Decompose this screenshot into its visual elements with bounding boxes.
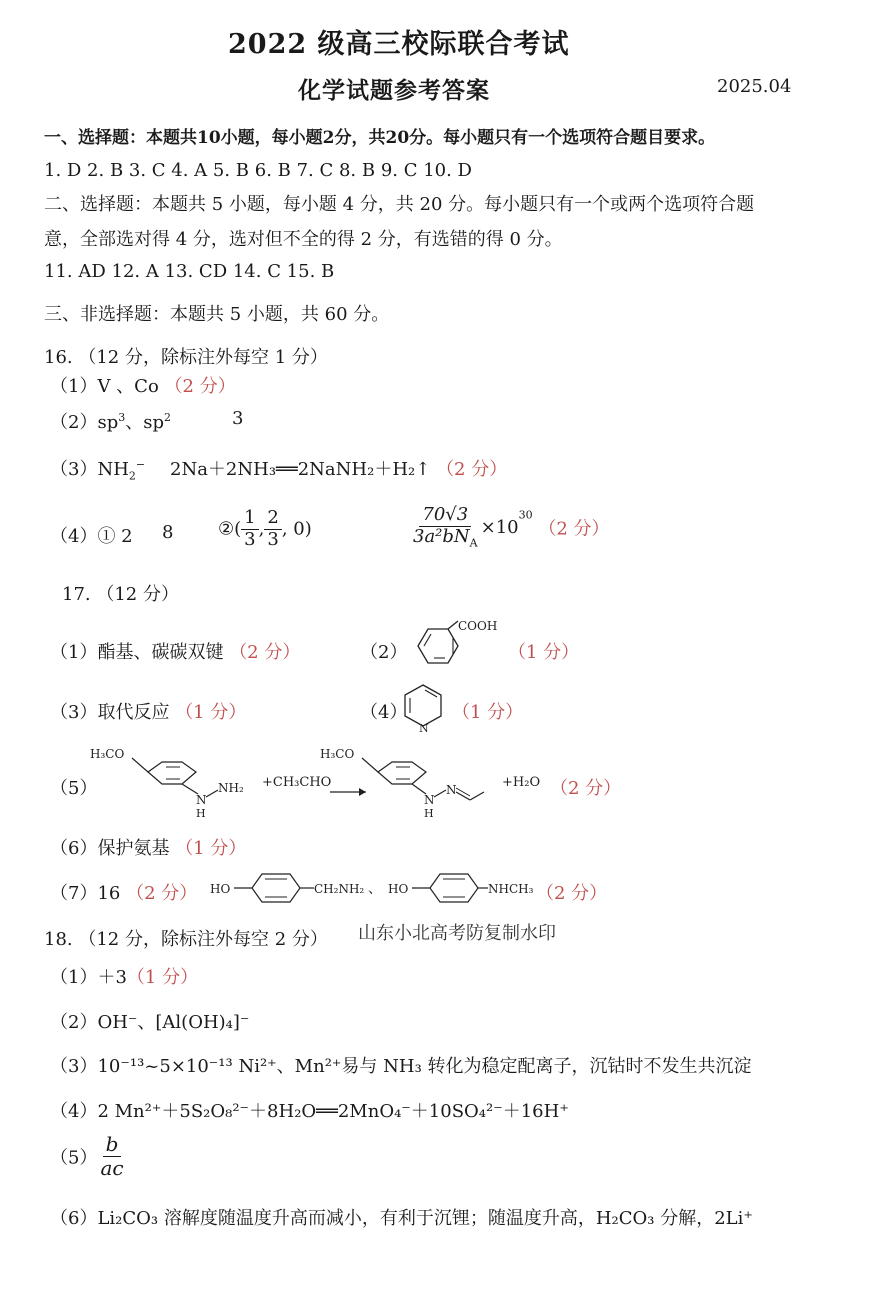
- section3-heading: 三、非选择题：本题共 5 小题，共 60 分。: [44, 304, 390, 325]
- methoxy-label-2: H₃CO: [320, 747, 355, 761]
- q17-part6-answer: （6）保护氨基: [50, 838, 170, 859]
- q17-part3-score: （1 分）: [175, 702, 247, 723]
- section1-answers: 1. D 2. B 3. C 4. A 5. B 6. B 7. C 8. B 9. C 10. D: [44, 160, 472, 181]
- q17-part2-score: （1 分）: [508, 642, 580, 663]
- q17-part3-answer: （3）取代反应: [50, 702, 170, 723]
- hydrazine-n-label: N: [196, 793, 207, 807]
- density-den-text: 3a²bN: [413, 525, 470, 547]
- q16-part4-score: （2 分）: [538, 518, 610, 540]
- frac-denominator: 3: [267, 528, 279, 550]
- q16-part2-sep: 、sp: [125, 412, 164, 433]
- q16-coord-suffix: , 0): [281, 518, 312, 540]
- hydrazone-n2-label: N: [446, 783, 457, 797]
- q16-part3-eq: 2Na＋2NH₃══2NaNH₂＋H₂↑: [170, 459, 431, 480]
- carboxyl-group-label: COOH: [458, 619, 498, 633]
- q18-part1-answer: （1）＋3: [50, 967, 127, 988]
- water-product: +H₂O: [502, 775, 541, 790]
- density-den-sub: A: [469, 536, 478, 550]
- q17-part6: [50, 834, 246, 860]
- q17-title: 17. （12 分）: [62, 584, 179, 605]
- q17-part2-label: （2）: [360, 642, 408, 663]
- section1-heading: 一、选择题：本题共10小题，每小题2分，共20分。每小题只有一个选项符合题目要求。: [44, 128, 716, 148]
- q16-density-fraction: [410, 505, 481, 550]
- hydrazone-h-label: H: [424, 807, 434, 820]
- frac-denominator: [410, 527, 481, 550]
- aminomethyl-label: CH₂NH₂: [314, 882, 365, 896]
- q16-coord-comma: ,: [258, 518, 265, 540]
- frac-denominator: 3: [244, 528, 256, 550]
- q17-part4-label: （4）: [360, 702, 408, 723]
- q16-coord-frac1: [241, 508, 258, 550]
- q16-part3-label: （3）NH: [50, 459, 129, 480]
- hydrazone-n1-label: N: [424, 793, 435, 807]
- q16-part1: [50, 372, 236, 398]
- structures-separator: 、: [368, 881, 382, 897]
- q17-part5-score: （2 分）: [550, 778, 622, 799]
- q16-density-exp: 30: [518, 508, 533, 522]
- acetaldehyde-reagent: +CH₃CHO: [262, 775, 332, 790]
- q17-part6-score: （1 分）: [175, 838, 247, 859]
- q16-part3-sub: 2: [128, 469, 136, 483]
- q17-part7: [50, 879, 197, 905]
- q17-part5-label: （5）: [50, 778, 98, 799]
- q16-coord-prefix: ②(: [218, 518, 242, 540]
- q16-part4-coordinates: [218, 508, 312, 550]
- section2-heading-line2: 意，全部选对得 4 分，选对但不全的得 2 分，有选错的得 0 分。: [44, 229, 563, 250]
- q16-part3: [50, 455, 145, 483]
- exam-title: 2022 级高三校际联合考试: [228, 29, 570, 60]
- q17-part5-reaction: [90, 742, 630, 822]
- watermark-text: 山东小北高考防复制水印: [358, 923, 556, 944]
- q16-part1-answer: （1）V 、Co: [50, 376, 159, 397]
- q18-part5: [50, 1133, 127, 1180]
- q16-part2-label: （2）: [50, 412, 98, 433]
- q18-part2: （2）OH⁻、[Al(OH)₄]⁻: [50, 1012, 250, 1033]
- q18-part1-score: （1 分）: [126, 967, 199, 988]
- q16-part4-value: 8: [162, 522, 174, 543]
- q16-part3-equation: [170, 455, 507, 481]
- q16-part1-score: （2 分）: [164, 376, 236, 397]
- q16-part2-sup-a: 3: [118, 411, 126, 424]
- frac-denominator: ac: [100, 1156, 124, 1180]
- q17-part7-score2: （2 分）: [536, 883, 608, 904]
- frac-numerator: 2: [264, 508, 281, 530]
- frac-numerator: 70√3: [419, 505, 471, 527]
- section2-answers: 11. AD 12. A 13. CD 14. C 15. B: [44, 261, 335, 282]
- pyridine-structure: [398, 680, 448, 735]
- methoxy-label-1: H₃CO: [90, 747, 125, 761]
- q18-title: 18. （12 分，除标注外每空 2 分）: [44, 929, 328, 950]
- q17-part3: [50, 698, 246, 724]
- pyridine-n-atom: N: [419, 722, 429, 735]
- q17-part1: [50, 638, 300, 664]
- answer-key-title: 化学试题参考答案: [298, 77, 490, 104]
- q16-part2-sup-b: 2: [163, 411, 171, 424]
- q18-part4: （4）2 Mn²⁺＋5S₂O₈²⁻＋8H₂O══2MnO₄⁻＋10SO₄²⁻＋16H⁺: [50, 1101, 569, 1122]
- q18-part3: （3）10⁻¹³~5×10⁻¹³ Ni²⁺、Mn²⁺易与 NH₃ 转化为稳定配离子，沉钴时不发生共沉淀: [50, 1056, 752, 1077]
- q16-part4-density: [410, 505, 610, 550]
- q17-part7-score: （2 分）: [126, 883, 198, 904]
- q16-part2: [50, 408, 171, 434]
- section2-heading-line1: 二、选择题：本题共 5 小题，每小题 4 分，共 20 分。每小题只有一个或两个选项符合题: [44, 194, 755, 215]
- q16-title: 16. （12 分，除标注外每空 1 分）: [44, 347, 328, 368]
- frac-numerator: b: [103, 1133, 122, 1157]
- q17-part4-score: （1 分）: [452, 702, 524, 723]
- benzoic-acid-structure: [398, 616, 508, 676]
- amino-group-label: NH₂: [218, 781, 244, 795]
- q16-part3-score: （2 分）: [436, 459, 508, 480]
- hydroxyl-label-2: HO: [388, 882, 409, 896]
- q18-part6: （6）Li₂CO₃ 溶解度随温度升高而减小，有利于沉锂；随温度升高，H₂CO₃ 分解，2Li⁺: [50, 1208, 753, 1229]
- q16-part2-value: 3: [232, 408, 244, 429]
- frac-numerator: 1: [241, 508, 258, 530]
- q17-part1-answer: （1）酯基、碳碳双键: [50, 642, 224, 663]
- q17-part1-score: （2 分）: [229, 642, 301, 663]
- q16-part4-label: （4）① 2: [50, 526, 133, 547]
- q18-part5-label: （5）: [50, 1147, 98, 1169]
- q16-density-times: ×10: [480, 516, 519, 538]
- q18-part1: [50, 963, 198, 989]
- q16-part3-sup: −: [135, 458, 146, 471]
- q16-part2-hybrid-a: sp: [97, 412, 119, 433]
- q17-part7-answer: （7）16: [50, 883, 121, 904]
- q16-coord-frac2: [264, 508, 281, 550]
- methylamino-label: NHCH₃: [488, 882, 534, 896]
- hydroxyl-label-1: HO: [210, 882, 231, 896]
- exam-date: 2025.04: [717, 76, 792, 97]
- q18-part5-fraction: [97, 1133, 126, 1180]
- hydrazine-h-label: H: [196, 807, 206, 820]
